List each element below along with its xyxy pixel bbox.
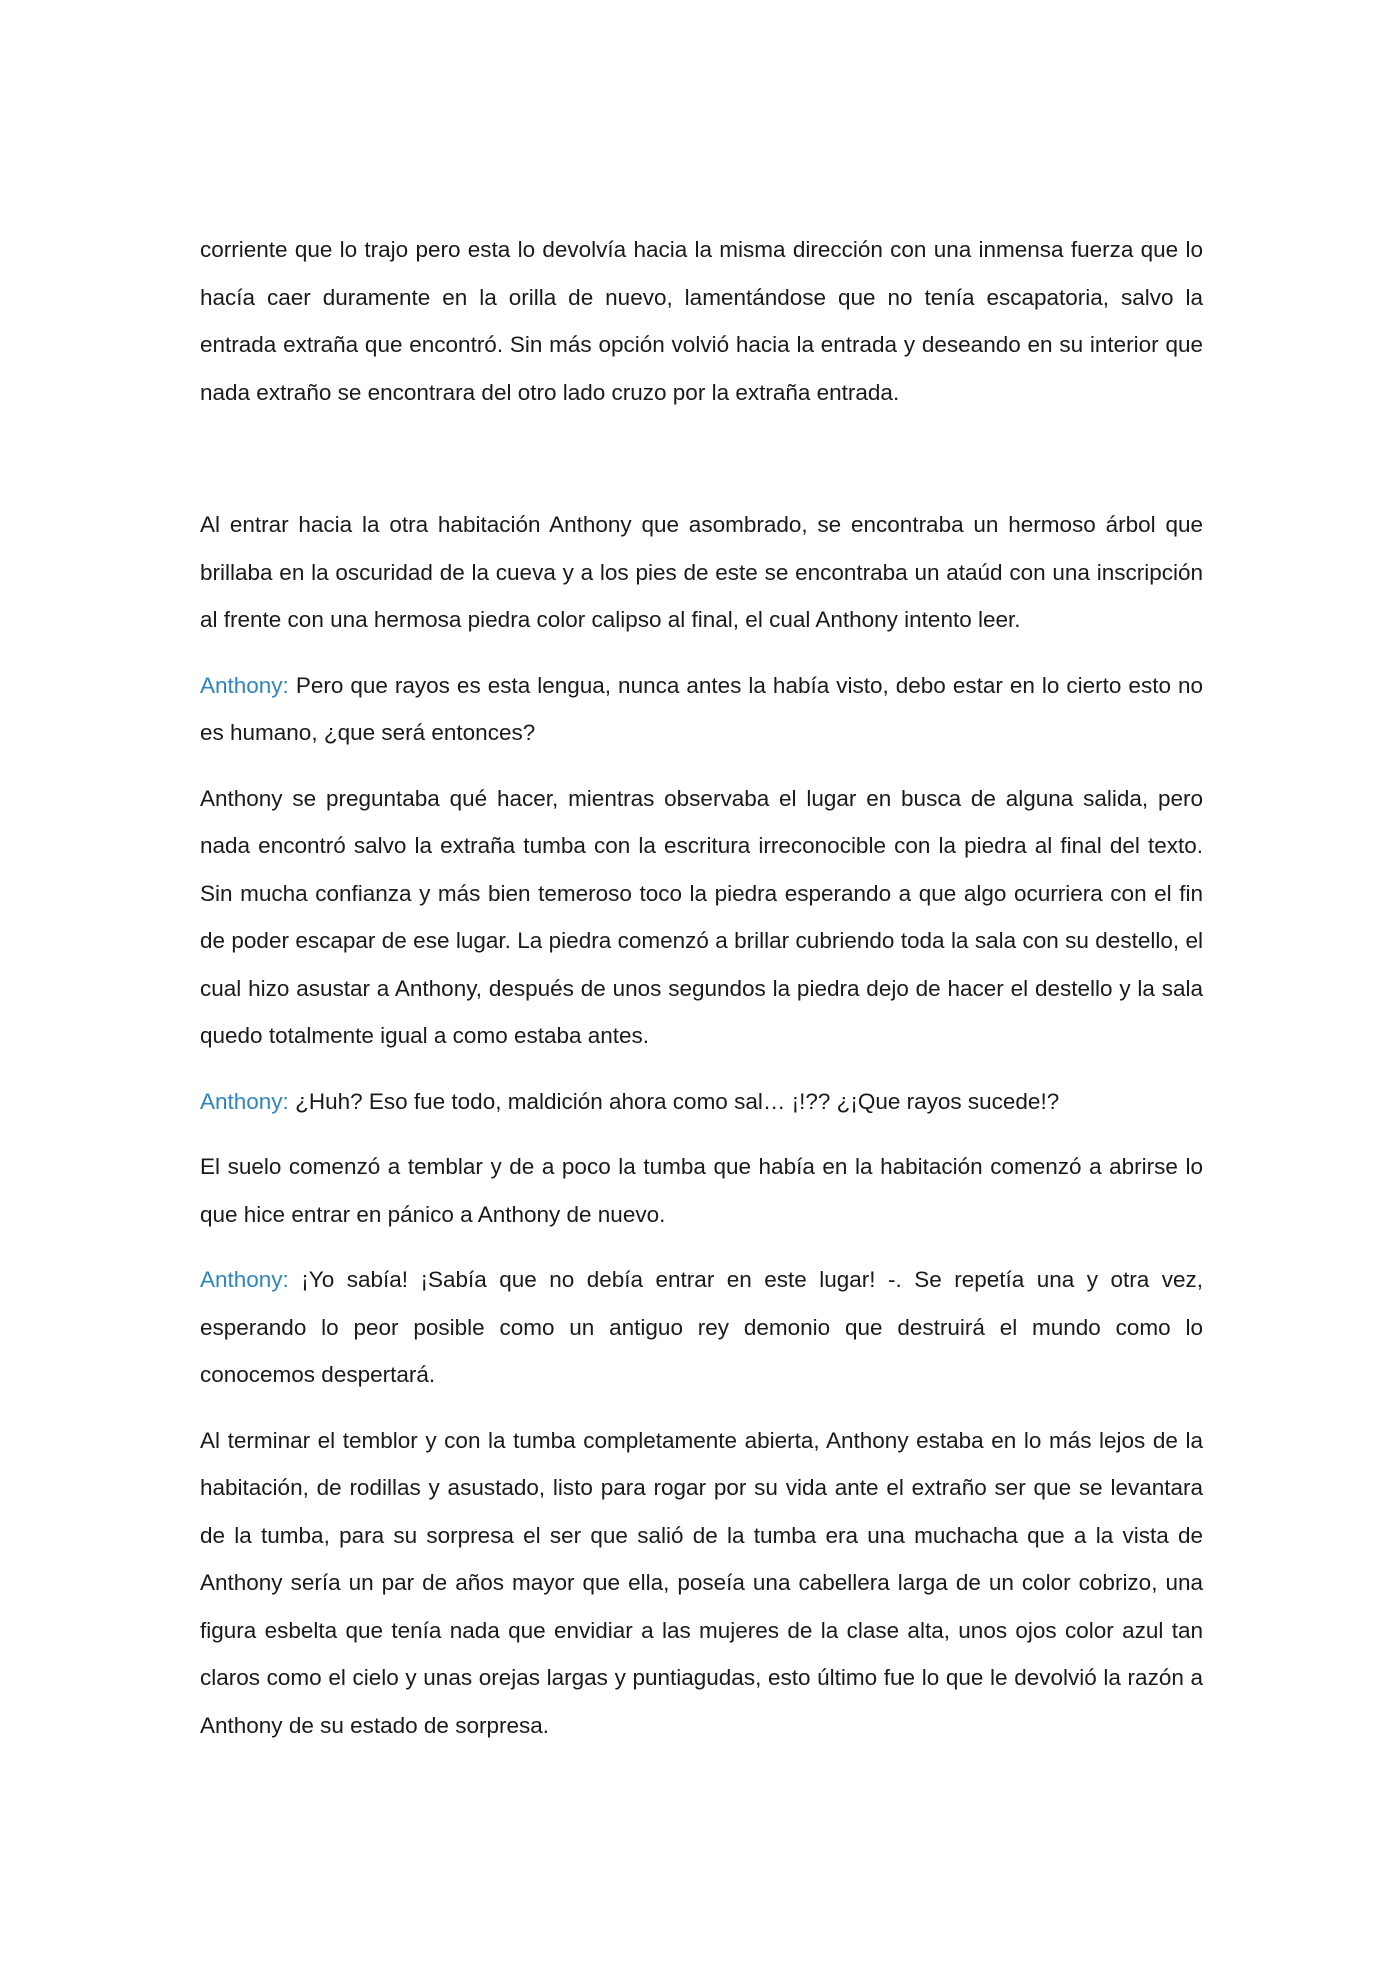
paragraph-narration — [200, 775, 1203, 1060]
paragraph-text: Al entrar hacia la otra habitación Anthony que asombrado, se encontraba un hermoso árbol que brillaba en la oscuridad de la cueva y a los pies de este se encontraba un ataúd con una inscripción al frente con una hermosa piedra color calipso al final, el cual Anthony intento leer. — [200, 512, 1203, 632]
paragraph-dialogue — [200, 1256, 1203, 1399]
paragraph-narration — [200, 1417, 1203, 1750]
paragraph-narration — [200, 226, 1203, 416]
paragraph-dialogue — [200, 662, 1203, 757]
paragraph-text: Anthony se preguntaba qué hacer, mientras observaba el lugar en busca de alguna salida, pero nada encontró salvo la extraña tumba con la escritura irreconocible con la piedra al final del texto. Sin mucha confianza y más bien temeroso toco la piedra esperando a que algo ocurriera con el fin de poder escapar de ese lugar. La piedra comenzó a brillar cubriendo toda la sala con su destello, el cual hizo asustar a Anthony, después de unos segundos la piedra dejo de hacer el destello y la sala quedo totalmente igual a como estaba antes. — [200, 785, 1203, 1048]
paragraph-narration — [200, 1143, 1203, 1238]
speaker-name: Anthony: — [200, 672, 289, 698]
dialogue-text: Pero que rayos es esta lengua, nunca antes la había visto, debo estar en lo cierto esto no es humano, ¿que será entonces? — [200, 672, 1203, 745]
dialogue-text: ¡Yo sabía! ¡Sabía que no debía entrar en este lugar! -. Se repetía una y otra vez, esperando lo peor posible como un antiguo rey demonio que destruirá el mundo como lo conocemos despertará. — [200, 1267, 1203, 1387]
speaker-name: Anthony: — [200, 1088, 289, 1114]
paragraph-text: Al terminar el temblor y con la tumba completamente abierta, Anthony estaba en lo más lejos de la habitación, de rodillas y asustado, listo para rogar por su vida ante el extraño ser que se levantara de la tumba, para su sorpresa el ser que salió de la tumba era una muchacha que a la vista de Anthony sería un par de años mayor que ella, poseía una cabellera larga de un color cobrizo, una figura esbelta que tenía nada que envidiar a las mujeres de la clase alta, unos ojos color azul tan claros como el cielo y unas orejas largas y puntiagudas, esto último fue lo que le devolvió la razón a Anthony de su estado de sorpresa. — [200, 1427, 1203, 1738]
paragraph-text: El suelo comenzó a temblar y de a poco la tumba que había en la habitación comenzó a abrirse lo que hice entrar en pánico a Anthony de nuevo. — [200, 1154, 1203, 1227]
speaker-name: Anthony: — [200, 1267, 289, 1292]
page-body — [200, 226, 1203, 1767]
paragraph-dialogue — [200, 1078, 1203, 1126]
paragraph-text: corriente que lo trajo pero esta lo devolvía hacia la misma dirección con una inmensa fuerza que lo hacía caer duramente en la orilla de nuevo, lamentándose que no tenía escapatoria, salvo la entrada extraña que encontró. Sin más opción volvió hacia la entrada y deseando en su interior que nada extraño se encontrara del otro lado cruzo por la extraña entrada. — [200, 237, 1203, 405]
paragraph-narration — [200, 501, 1203, 644]
dialogue-text: ¿Huh? Eso fue todo, maldición ahora como sal… ¡!?? ¿¡Que rayos sucede!? — [288, 1088, 1060, 1114]
